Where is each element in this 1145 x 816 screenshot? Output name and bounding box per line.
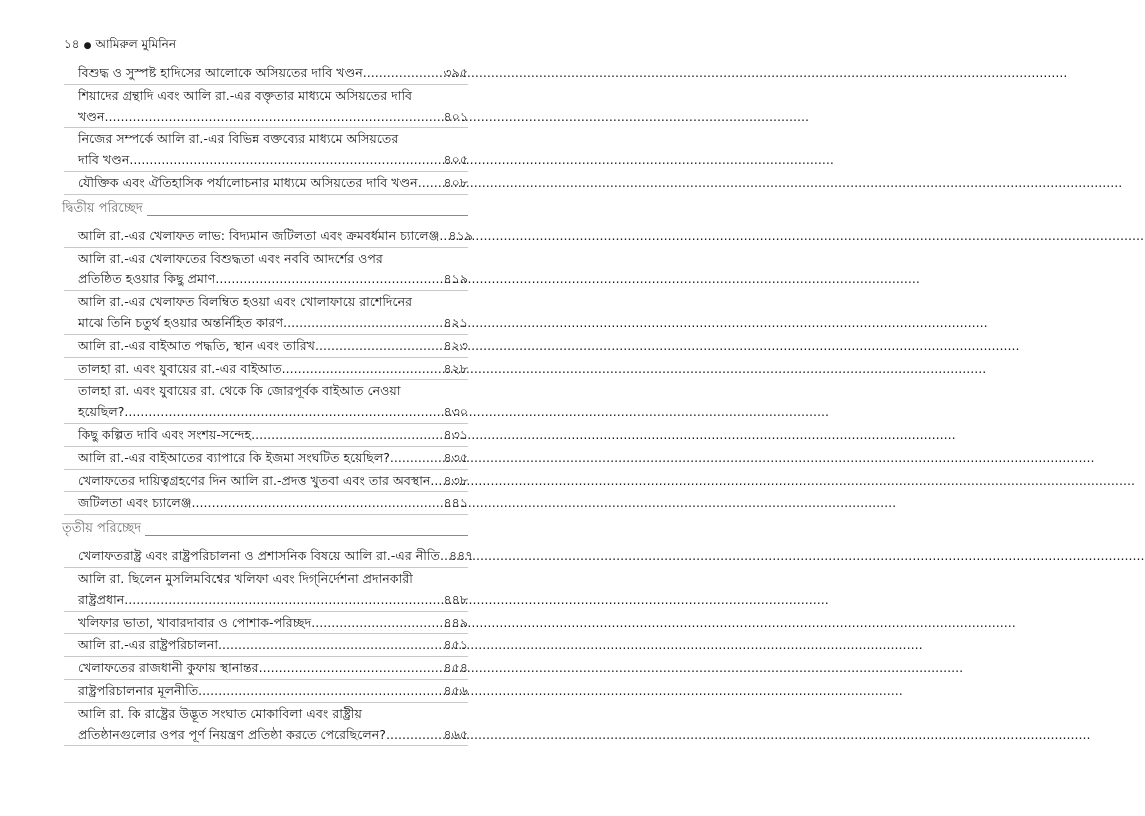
section-heading: [62, 519, 468, 540]
toc-entry-title: রাষ্ট্রপ্রধান: [78, 591, 125, 607]
toc-entry-page: ৪১৯: [448, 227, 473, 243]
page-number: ১৪: [64, 37, 80, 51]
dot-leader: [251, 425, 442, 446]
toc-entry[interactable]: [64, 359, 468, 381]
dot-leader: [129, 150, 442, 171]
toc-entry-title: তালহা রা. এবং যুবায়ের রা.-এর বাইআত: [78, 360, 282, 376]
dot-leader: [311, 613, 442, 634]
toc-entry-page: ৪৪৮: [443, 591, 468, 607]
dot-leader: [390, 448, 443, 469]
toc-entry-page: ৪৪৯: [443, 614, 468, 630]
toc-entry[interactable]: [64, 448, 468, 470]
toc-entry-title: খণ্ডন: [78, 108, 105, 124]
toc-entry-title: দাবি খণ্ডন: [78, 152, 130, 168]
toc-entry-title: শিয়াদের গ্রন্থাদি এবং আলি রা.-এর বক্তৃতার মাধ্যমে অসিয়তের দাবি: [78, 87, 413, 103]
toc-entry[interactable]: [64, 63, 468, 85]
toc-entry-title: আলি রা.-এর বাইআতের ব্যাপারে কি ইজমা সংঘটিত হয়েছিল?: [78, 449, 390, 465]
toc-entry-page: ৩৯৫: [443, 65, 468, 80]
toc-entry[interactable]: [64, 704, 468, 747]
dot-leader: [418, 173, 443, 194]
toc-entry[interactable]: [64, 173, 468, 195]
dot-leader: [315, 336, 442, 357]
dot-leader: [215, 269, 442, 290]
toc-entry-page: ৪৪১: [443, 495, 468, 511]
toc-entry[interactable]: [64, 425, 468, 447]
toc-entry[interactable]: [64, 86, 468, 129]
toc-entry-page: ৪০১: [443, 108, 468, 124]
dot-leader: [198, 681, 442, 702]
table-of-contents: [62, 63, 474, 746]
toc-entry-page: ৪২৩: [443, 337, 468, 353]
toc-entry[interactable]: [64, 635, 468, 657]
toc-entry-page: ৪৫৪: [443, 660, 468, 676]
toc-entry-title: প্রতিষ্ঠানগুলোর ওপর পূর্ণ নিয়ন্ত্রণ প্রতিষ্ঠা করতে পেরেছিলেন?: [78, 726, 386, 742]
toc-entry[interactable]: [64, 129, 468, 172]
toc-entry[interactable]: [64, 681, 468, 703]
section-heading: [62, 199, 468, 220]
dot-leader: [218, 635, 442, 656]
toc-entry-title: মাঝে তিনি চতুর্থ হওয়ার অন্তর্নিহিত কারণ: [78, 314, 284, 330]
toc-entry-page: ৪০৮: [443, 174, 468, 190]
toc-entry-title: হয়েছিল?: [78, 404, 125, 420]
dot-leader: [430, 471, 442, 492]
dot-leader: [386, 725, 443, 746]
toc-entry-page: ৪৪৭: [448, 548, 474, 564]
section-heading-label: দ্বিতীয় পরিচ্ছেদ: [62, 201, 147, 216]
toc-entry-title: আলি রা. ছিলেন মুসলিমবিশ্বের খলিফা এবং দিগ্‌নির্দেশনা প্রদানকারী: [78, 570, 413, 586]
toc-entry[interactable]: [64, 546, 474, 568]
toc-page: [62, 36, 474, 747]
dot-leader: [282, 359, 443, 380]
toc-entry-title: আলি রা.-এর খেলাফতের বিশুদ্ধতা এবং নববি আদর্শের ওপর: [78, 250, 383, 266]
dot-leader: [283, 313, 442, 334]
toc-entry-title: বিশুদ্ধ ও সুস্পষ্ট হাদিসের আলোকে অসিয়তের দাবি খণ্ডন: [78, 65, 363, 80]
toc-entry-title: আলি রা. কি রাষ্ট্রের উদ্ভূত সংঘাত মোকাবিলা এবং রাষ্ট্রীয়: [78, 705, 362, 721]
toc-entry-page: ৪৬৫: [443, 726, 468, 742]
toc-entry-title: খেলাফতের দায়িত্বগ্রহণের দিন আলি রা.-প্রদত্ত খুতবা এবং তার অবস্থান: [78, 472, 431, 488]
toc-entry-title: আলি রা.-এর রাষ্ট্রপরিচালনা: [78, 637, 219, 653]
toc-entry[interactable]: [64, 471, 468, 493]
toc-entry-title: রাষ্ট্রপরিচালনার মূলনীতি: [78, 682, 199, 698]
toc-entry-page: ৪১৯: [443, 271, 468, 287]
toc-entry-title: আলি রা.-এর বাইআত পদ্ধতি, স্থান এবং তারিখ: [78, 337, 315, 353]
toc-entry-page: ৪২১: [443, 314, 468, 330]
toc-entry[interactable]: [64, 292, 468, 335]
toc-entry-page: ৪২৮: [443, 360, 468, 376]
toc-entry[interactable]: [64, 613, 468, 635]
toc-entry-page: ৪৫৬: [443, 682, 468, 698]
dot-leader: [440, 546, 448, 567]
toc-entry-page: ৪৩৫: [443, 449, 468, 465]
toc-entry-title: প্রতিষ্ঠিত হওয়ার কিছু প্রমাণ: [78, 271, 216, 287]
toc-entry-page: ৪৩০: [443, 404, 468, 420]
dot-leader: [124, 402, 442, 423]
running-header: [64, 36, 468, 56]
toc-entry-title: যৌক্তিক এবং ঐতিহাসিক পর্যালোচনার মাধ্যমে অসিয়তের দাবি খণ্ডন: [78, 174, 418, 190]
toc-entry[interactable]: [64, 249, 468, 292]
dot-leader: [259, 658, 443, 679]
toc-entry-title: খেলাফতের রাজধানী কুফায় স্থানান্তর: [78, 660, 259, 676]
toc-entry-page: ৪৫১: [443, 637, 468, 653]
toc-entry[interactable]: [64, 381, 468, 424]
toc-entry[interactable]: [64, 493, 468, 515]
bullet-icon: ●: [83, 41, 92, 51]
toc-entry-page: ৪০৫: [443, 152, 468, 168]
toc-entry-page: ৪৩১: [443, 426, 468, 442]
toc-entry[interactable]: [64, 336, 468, 358]
dot-leader: [192, 493, 443, 514]
dot-leader: [363, 63, 443, 84]
dot-leader: [439, 226, 447, 247]
toc-entry-title: নিজের সম্পর্কে আলি রা.-এর বিভিন্ন বক্তব্যের মাধ্যমে অসিয়তের: [78, 131, 399, 147]
section-heading-label: তৃতীয় পরিচ্ছেদ: [62, 521, 145, 536]
toc-entry-title: খলিফার ভাতা, খাবারদাবার ও পোশাক-পরিচ্ছদ: [78, 614, 312, 630]
toc-entry[interactable]: [64, 569, 468, 612]
toc-entry-title: তালহা রা. এবং যুবায়ের রা. থেকে কি জোরপূর্বক বাইআত নেওয়া: [78, 383, 401, 399]
toc-entry-title: খেলাফতরাষ্ট্র এবং রাষ্ট্রপরিচালনা ও প্রশাসনিক বিষয়ে আলি রা.-এর নীতি: [78, 548, 440, 564]
toc-entry-title: জটিলতা এবং চ্যালেঞ্জ: [78, 495, 192, 511]
dot-leader: [104, 107, 442, 128]
dot-leader: [124, 590, 442, 611]
toc-entry-title: আলি রা.-এর খেলাফত বিলম্বিত হওয়া এবং খোলাফায়ে রাশেদিনের: [78, 294, 413, 310]
toc-entry[interactable]: [64, 226, 473, 248]
toc-entry-page: ৪৩৮: [443, 472, 468, 488]
toc-entry-title: কিছু কল্পিত দাবি এবং সংশয়-সন্দেহ: [78, 426, 252, 442]
toc-entry-title: আলি রা.-এর খেলাফত লাভ: বিদ্যমান জটিলতা এবং ক্রমবর্ধমান চ্যালেঞ্জ: [78, 227, 440, 243]
toc-entry[interactable]: [64, 658, 468, 680]
book-title: আমিরুল মুমিনিন: [95, 37, 177, 51]
